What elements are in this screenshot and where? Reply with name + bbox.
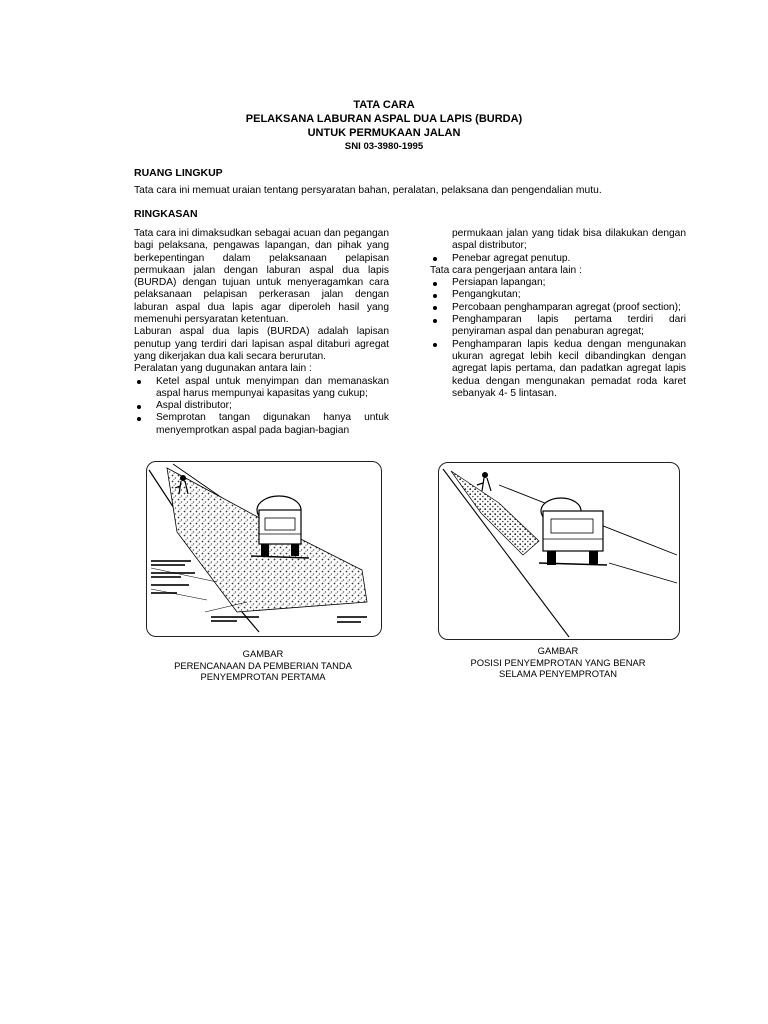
summary-paragraph-2: Laburan aspal dua lapis (BURDA) adalah lapisan penutup yang terdiri dari lapisan aspal ditaburi agregat yang dikerjakan dua kali secara berurutan. — [134, 326, 389, 362]
doc-title-line3: UNTUK PERMUKAAN JALAN — [307, 127, 461, 139]
procedure-item: Penghamparan lapis pertama terdiri dari penyiraman aspal dan penaburan agregat; — [430, 314, 686, 339]
summary-right-column — [430, 228, 686, 400]
caption-label: GAMBAR — [537, 645, 579, 656]
doc-title-line2: PELAKSANA LABURAN ASPAL DUA LAPIS (BURDA) — [245, 113, 523, 125]
equipment-item: Semprotan tangan digunakan hanya untuk menyemprotkan aspal pada bagian-bagian — [134, 412, 389, 437]
equipment-item-continuation: permukaan jalan yang tidak bisa dilakukan dengan aspal distributor; — [452, 228, 686, 252]
truck-position-illustration — [439, 463, 679, 639]
procedure-list — [430, 277, 686, 400]
summary-left-column — [134, 228, 389, 437]
scope-text: Tata cara ini memuat uraian tentang persyaratan bahan, peralatan, pelaksana dan pengendalian mutu. — [134, 185, 602, 196]
procedure-intro: Tata cara pengerjaan antara lain : — [430, 264, 582, 276]
equipment-item: Ketel aspal untuk menyimpan dan memanaskan aspal harus mempunyai kapasitas yang cukup; — [134, 376, 389, 401]
caption-title-line: PENYEMPROTAN PERTAMA — [200, 671, 326, 682]
section-heading-ruang-lingkup: RUANG LINGKUP — [134, 167, 223, 179]
figure-caption-left — [138, 648, 388, 683]
procedure-item: Pengangkutan; — [430, 289, 686, 301]
procedure-item: Persiapan lapangan; — [430, 277, 686, 289]
figure-spraying-marking-illustration — [146, 461, 382, 637]
caption-title-line: PERENCANAAN DA PEMBERIAN TANDA — [174, 659, 352, 671]
equipment-intro: Peralatan yang dugunakan antara lain : — [134, 363, 312, 375]
sprayed-asphalt-strip — [451, 471, 539, 555]
caption-label: GAMBAR — [242, 648, 284, 659]
doc-title-line1: TATA CARA — [353, 99, 415, 111]
equipment-item: Penebar agregat penutup. — [430, 253, 686, 265]
truck-spraying-illustration — [147, 462, 381, 636]
figure-caption-right — [428, 645, 688, 680]
equipment-list-continued — [430, 253, 686, 265]
section-heading-ringkasan: RINGKASAN — [134, 208, 198, 220]
worker-figure — [477, 472, 491, 491]
equipment-list — [134, 376, 389, 437]
procedure-item: Penghamparan lapis kedua dengan mengunakan ukuran agregat lebih kecil dibandingkan dengan agregat lapis pertama, dan padatkan agregat lapis kedua dengan mengunakan pemadat roda karet sebanyak 4- 5 lintasan. — [430, 339, 686, 400]
caption-title-line: SELAMA PENYEMPROTAN — [498, 668, 618, 679]
doc-standard-number: SNI 03-3980-1995 — [344, 141, 424, 152]
equipment-item: Aspal distributor; — [134, 400, 389, 412]
procedure-item: Percobaan penghamparan agregat (proof section); — [430, 302, 686, 314]
summary-paragraph-1: Tata cara ini dimaksudkan sebagai acuan dan pegangan bagi pelaksana, pengawas lapangan, dan pihak yang berkepentingan dalam pelaksanaan pelapisan permukaan jalan dengan laburan aspal dua lapis (BURDA) dengan tujuan untuk menyeragamkan cara pelaksanaan pelapisan perkerasan jalan dengan laburan aspal dua lapis agar diperoleh hasil yang memenuhi persyaratan ketentuan. — [134, 228, 389, 326]
figure-spraying-position-illustration — [438, 462, 680, 640]
asphalt-distributor-truck — [539, 498, 607, 565]
caption-title-line: POSISI PENYEMPROTAN YANG BENAR — [470, 656, 646, 668]
